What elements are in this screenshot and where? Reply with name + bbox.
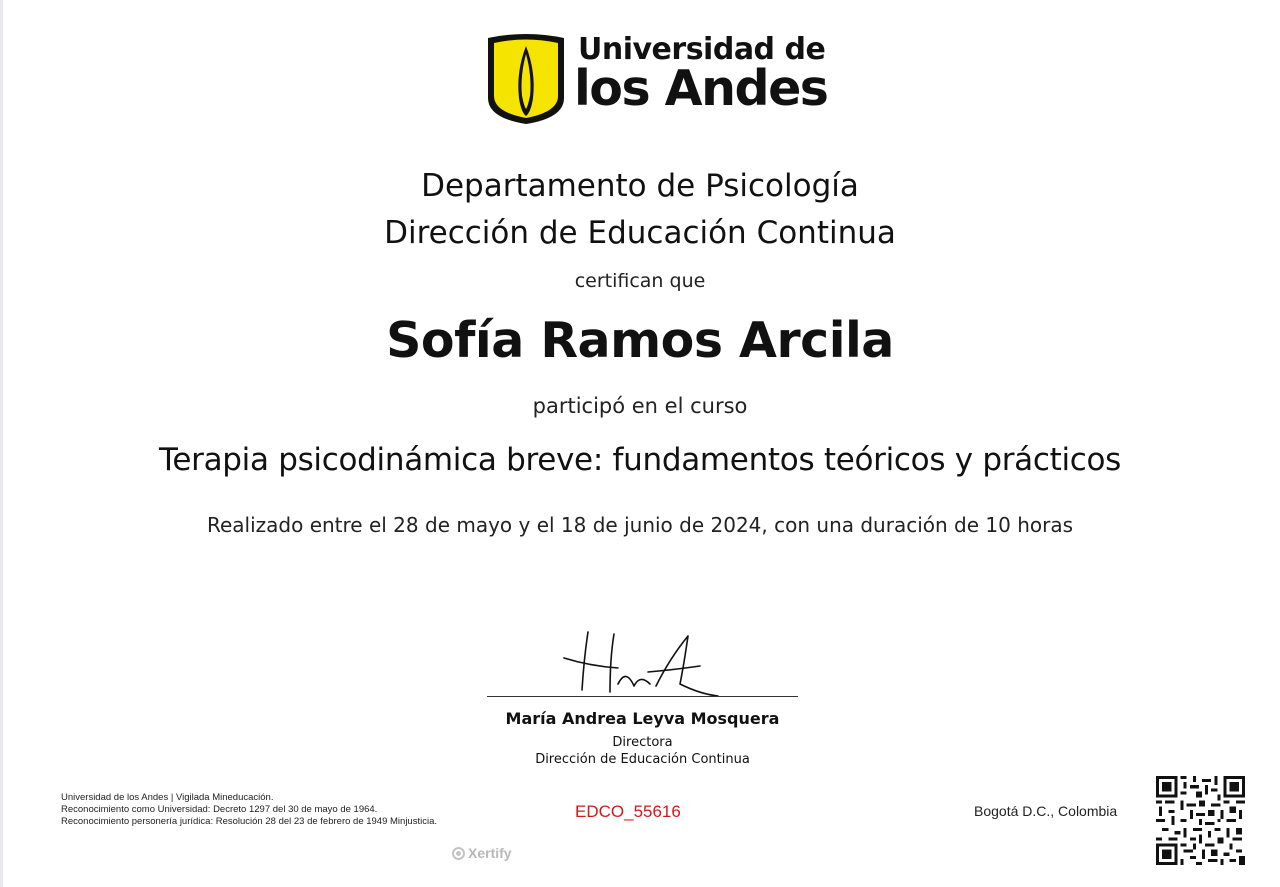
course-details: Realizado entre el 28 de mayo y el 18 de junio de 2024, con una duración de 10 horas <box>206 513 1073 537</box>
signer-role: Directora <box>612 735 673 750</box>
legal-line: Universidad de los Andes | Vigilada Mineducación. <box>61 792 274 803</box>
direction-heading: Dirección de Educación Continua <box>384 215 896 251</box>
legal-notice <box>61 792 437 828</box>
university-logo <box>486 32 828 128</box>
provider-watermark <box>452 845 512 861</box>
recipient-name: Sofía Ramos Arcila <box>386 312 894 369</box>
legal-line: Reconocimiento personería jurídica: Resolución 28 del 23 de febrero de 1949 Minjusticia. <box>61 816 437 827</box>
signer-name: María Andrea Leyva Mosquera <box>505 709 780 728</box>
certify-text: certifican que <box>574 270 706 292</box>
provider-name: Xertify <box>468 845 512 861</box>
course-title: Terapia psicodinámica breve: fundamentos teóricos y prácticos <box>158 442 1122 478</box>
department-heading: Departamento de Psicología <box>421 168 859 204</box>
andes-shield-icon <box>486 32 566 126</box>
signer-department: Dirección de Educación Continua <box>535 752 750 767</box>
xertify-logo-icon <box>452 847 465 860</box>
legal-line: Reconocimiento como Universidad: Decreto 1297 del 30 de mayo de 1964. <box>61 804 378 815</box>
participation-text: participó en el curso <box>532 394 748 418</box>
signature-line <box>487 696 798 697</box>
location-text: Bogotá D.C., Colombia <box>974 803 1118 819</box>
qr-code-icon[interactable] <box>1156 776 1245 865</box>
logo-text-line1: Universidad de <box>578 32 826 67</box>
logo-text-line2: los Andes <box>574 60 828 117</box>
certificate-code: EDCO_55616 <box>575 802 681 821</box>
signature-image <box>560 628 730 700</box>
